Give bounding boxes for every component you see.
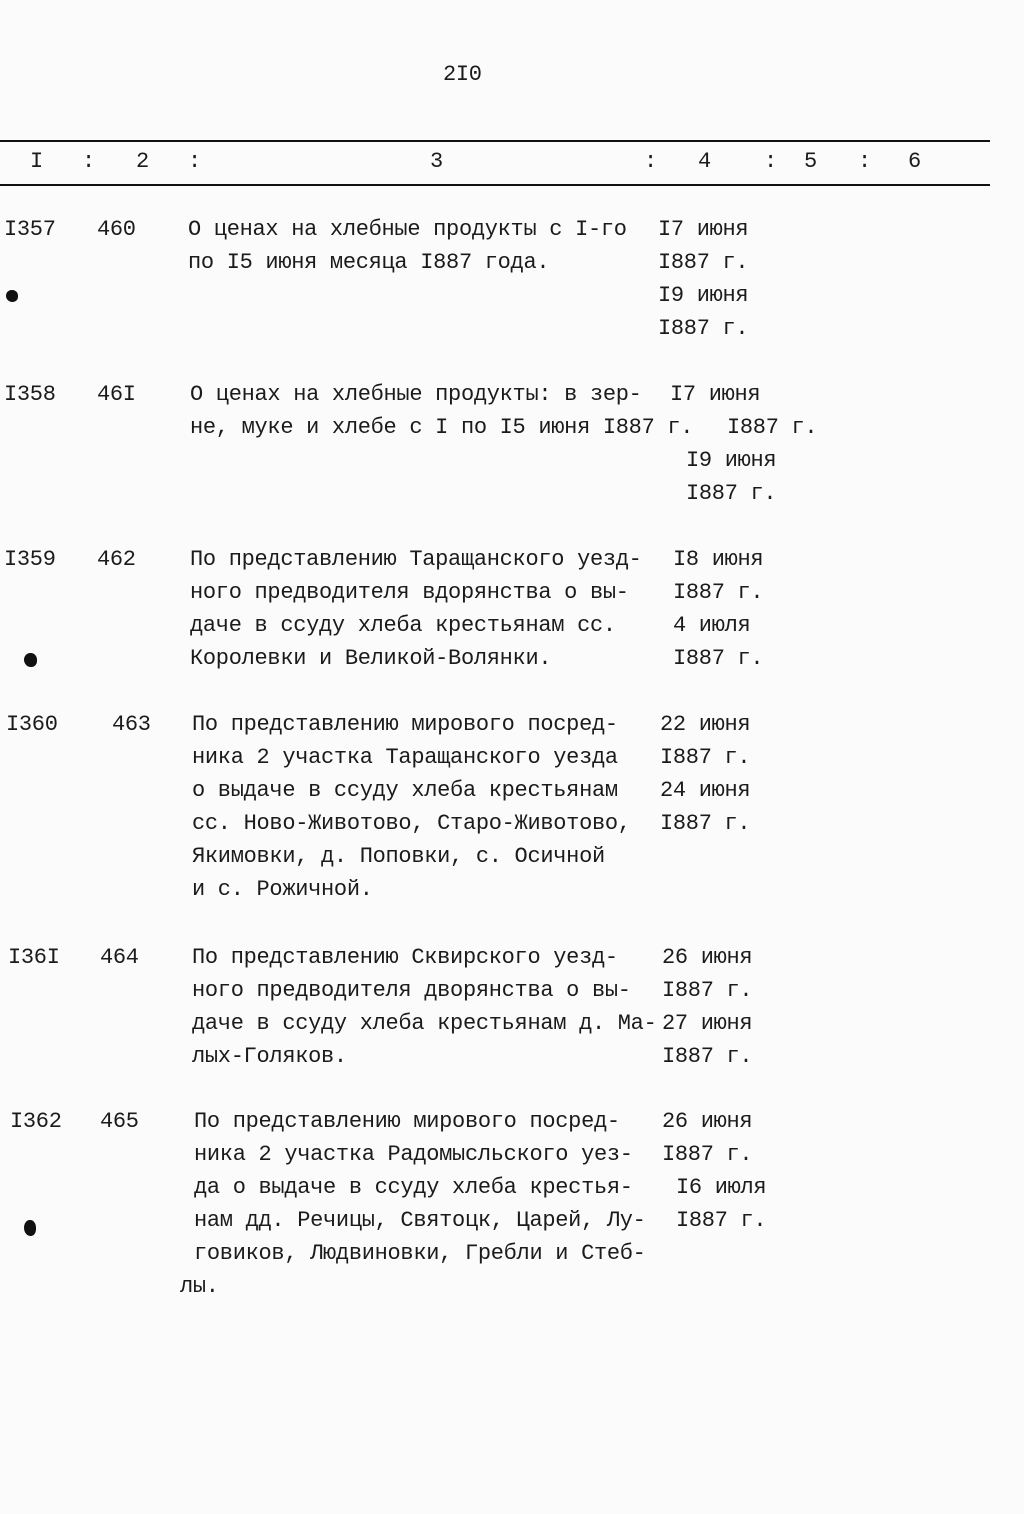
entry-date: I887 г.: [662, 978, 753, 1003]
entry-description-line: даче в ссуду хлеба крестьянам сс.: [190, 613, 616, 638]
entry-description-line: да о выдаче в ссуду хлеба крестья-: [194, 1175, 633, 1200]
ink-mark: [24, 653, 37, 667]
column-separator: :: [82, 149, 95, 174]
entry-date: I9 июня: [658, 283, 749, 308]
entry-number: I359: [4, 547, 56, 572]
entry-description-line: о выдаче в ссуду хлеба крестьянам: [192, 778, 618, 803]
entry-date: I887 г.: [658, 250, 749, 275]
column-header-3: 3: [430, 149, 443, 174]
document-id: 462: [97, 547, 136, 572]
column-separator: :: [644, 149, 657, 174]
entry-description-line: и с. Рожичной.: [192, 877, 373, 902]
header-bottom-rule: [0, 184, 990, 186]
entry-description-line: Якимовки, д. Поповки, с. Осичной: [192, 844, 605, 869]
entry-date: I7 июня: [658, 217, 749, 242]
entry-date: I887 г.: [673, 580, 764, 605]
entry-date: I887 г.: [662, 1044, 753, 1069]
entry-date: I887 г.: [673, 646, 764, 671]
entry-description-line: По представлению мирового посред-: [194, 1109, 620, 1134]
entry-description-line: О ценах на хлебные продукты с I-го: [188, 217, 627, 242]
entry-date: I887 г.: [727, 415, 818, 440]
entry-date: 26 июня: [662, 1109, 753, 1134]
entry-description-line: По представлению Таращанского уезд-: [190, 547, 642, 572]
entry-description-line: ного предводителя дворянства о вы-: [192, 978, 631, 1003]
entry-date: I7 июня: [670, 382, 761, 407]
column-separator: :: [188, 149, 201, 174]
document-id: 465: [100, 1109, 139, 1134]
entry-number: I36I: [8, 945, 60, 970]
entry-number: I358: [4, 382, 56, 407]
entry-description-line: Королевки и Великой-Волянки.: [190, 646, 552, 671]
entry-description-line: нам дд. Речицы, Святоцк, Царей, Лу-: [194, 1208, 646, 1233]
entry-description-line: лых-Голяков.: [192, 1044, 347, 1069]
header-top-rule: [0, 140, 990, 142]
entry-description-line: ника 2 участка Таращанского уезда: [192, 745, 618, 770]
entry-number: I360: [6, 712, 58, 737]
document-id: 460: [97, 217, 136, 242]
entry-description-line: даче в ссуду хлеба крестьянам д. Ма-: [192, 1011, 657, 1036]
entry-date: I9 июня: [686, 448, 777, 473]
entry-description-line: ного предводителя вдорянства о вы-: [190, 580, 629, 605]
entry-date: I887 г.: [676, 1208, 767, 1233]
column-header-2: 2: [136, 149, 149, 174]
entry-description-line: По представлению Сквирского уезд-: [192, 945, 618, 970]
document-id: 46I: [97, 382, 136, 407]
column-separator: :: [764, 149, 777, 174]
entry-date: 22 июня: [660, 712, 751, 737]
column-header-I: I: [30, 149, 43, 174]
ink-mark: [6, 290, 18, 302]
entry-number: I362: [10, 1109, 62, 1134]
entry-description-line: сс. Ново-Животово, Старо-Животово,: [192, 811, 631, 836]
document-id: 464: [100, 945, 139, 970]
entry-date: 26 июня: [662, 945, 753, 970]
entry-description-line: ника 2 участка Радомысльского уез-: [194, 1142, 633, 1167]
column-separator: :: [858, 149, 871, 174]
column-header-5: 5: [804, 149, 817, 174]
ink-mark: [24, 1220, 36, 1236]
entry-description-line: по I5 июня месяца I887 года.: [188, 250, 550, 275]
entry-description-line: не, муке и хлебе с I по I5 июня I887 г.: [190, 415, 694, 440]
entry-date: I887 г.: [662, 1142, 753, 1167]
document-id: 463: [112, 712, 151, 737]
entry-description-line: лы.: [180, 1274, 219, 1299]
entry-date: 4 июля: [673, 613, 751, 638]
entry-number: I357: [4, 217, 56, 242]
entry-date: I887 г.: [658, 316, 749, 341]
entry-date: I6 июля: [676, 1175, 767, 1200]
entry-date: 27 июня: [662, 1011, 753, 1036]
column-header-6: 6: [908, 149, 921, 174]
entry-date: I887 г.: [660, 745, 751, 770]
entry-description-line: О ценах на хлебные продукты: в зер-: [190, 382, 642, 407]
entry-date: I8 июня: [673, 547, 764, 572]
entry-description-line: говиков, Людвиновки, Гребли и Стеб-: [194, 1241, 646, 1266]
column-header-4: 4: [698, 149, 711, 174]
entry-description-line: По представлению мирового посред-: [192, 712, 618, 737]
entry-date: I887 г.: [686, 481, 777, 506]
entry-date: I887 г.: [660, 811, 751, 836]
entry-date: 24 июня: [660, 778, 751, 803]
page-number: 2I0: [443, 62, 482, 87]
